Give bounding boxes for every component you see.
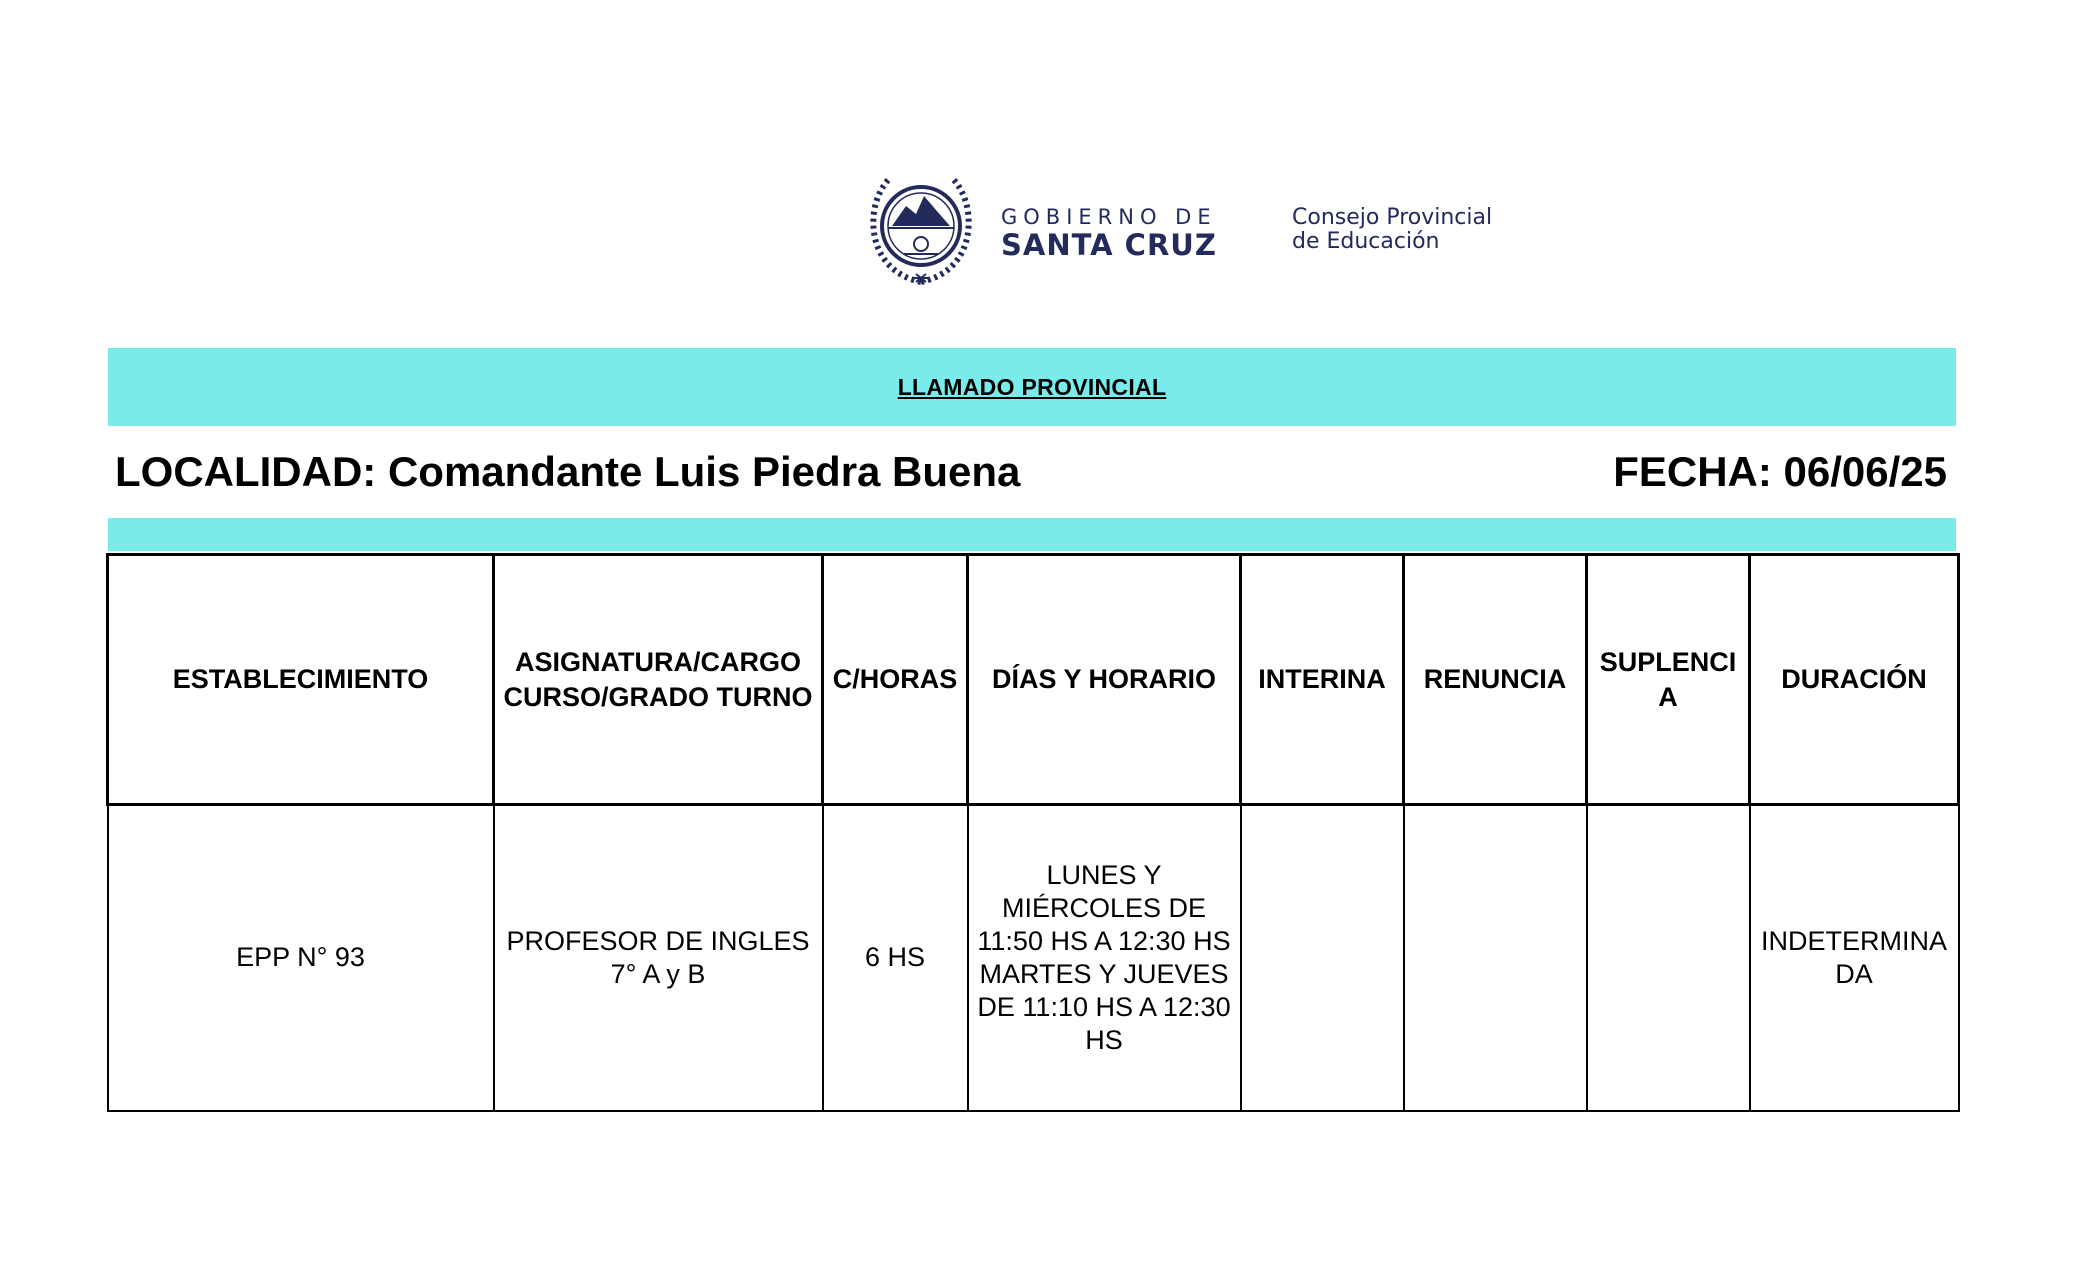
- date-heading: FECHA: 06/06/25: [1613, 448, 1947, 495]
- cell-subject: PROFESOR DE INGLES 7° A y B: [494, 805, 823, 1111]
- cell-resignation: [1404, 805, 1587, 1111]
- cell-duration: INDETERMINADA: [1750, 805, 1959, 1111]
- header-interim: INTERINA: [1241, 555, 1404, 805]
- title-banner: [108, 348, 1956, 426]
- header-substitution: SUPLENCIA: [1587, 555, 1750, 805]
- cell-establishment: EPP N° 93: [108, 805, 494, 1111]
- council-line-1: Consejo Provincial: [1292, 205, 1493, 230]
- vacancy-table: [106, 553, 1960, 1112]
- header-hours: C/HORAS: [823, 555, 968, 805]
- header-establishment: ESTABLECIMIENTO: [108, 555, 494, 805]
- header-logo: [866, 170, 1546, 290]
- call-title: LLAMADO PROVINCIAL: [897, 374, 1167, 400]
- separator-band: [108, 518, 1956, 551]
- cell-schedule: LUNES Y MIÉRCOLES DE 11:50 HS A 12:30 HS MARTES Y JUEVES DE 11:10 HS A 12:30 HS: [968, 805, 1241, 1111]
- council-brand: [1292, 206, 1492, 254]
- government-brand: [1001, 205, 1217, 261]
- council-line-2: de Educación: [1292, 229, 1440, 254]
- header-schedule: DÍAS Y HORARIO: [968, 555, 1241, 805]
- cell-substitution: [1587, 805, 1750, 1111]
- location-heading: LOCALIDAD: Comandante Luis Piedra Buena: [115, 448, 1021, 495]
- header-row: [108, 555, 1959, 805]
- header-subject: ASIGNATURA/CARGO CURSO/GRADO TURNO: [494, 555, 823, 805]
- provincial-seal-icon: [866, 170, 976, 288]
- cell-hours: 6 HS: [823, 805, 968, 1111]
- government-line-1: GOBIERNO DE: [1001, 205, 1217, 229]
- header-duration: DURACIÓN: [1750, 555, 1959, 805]
- government-line-2: SANTA CRUZ: [1001, 228, 1217, 262]
- header-resignation: RENUNCIA: [1404, 555, 1587, 805]
- table-row: [108, 805, 1959, 1111]
- cell-interim: [1241, 805, 1404, 1111]
